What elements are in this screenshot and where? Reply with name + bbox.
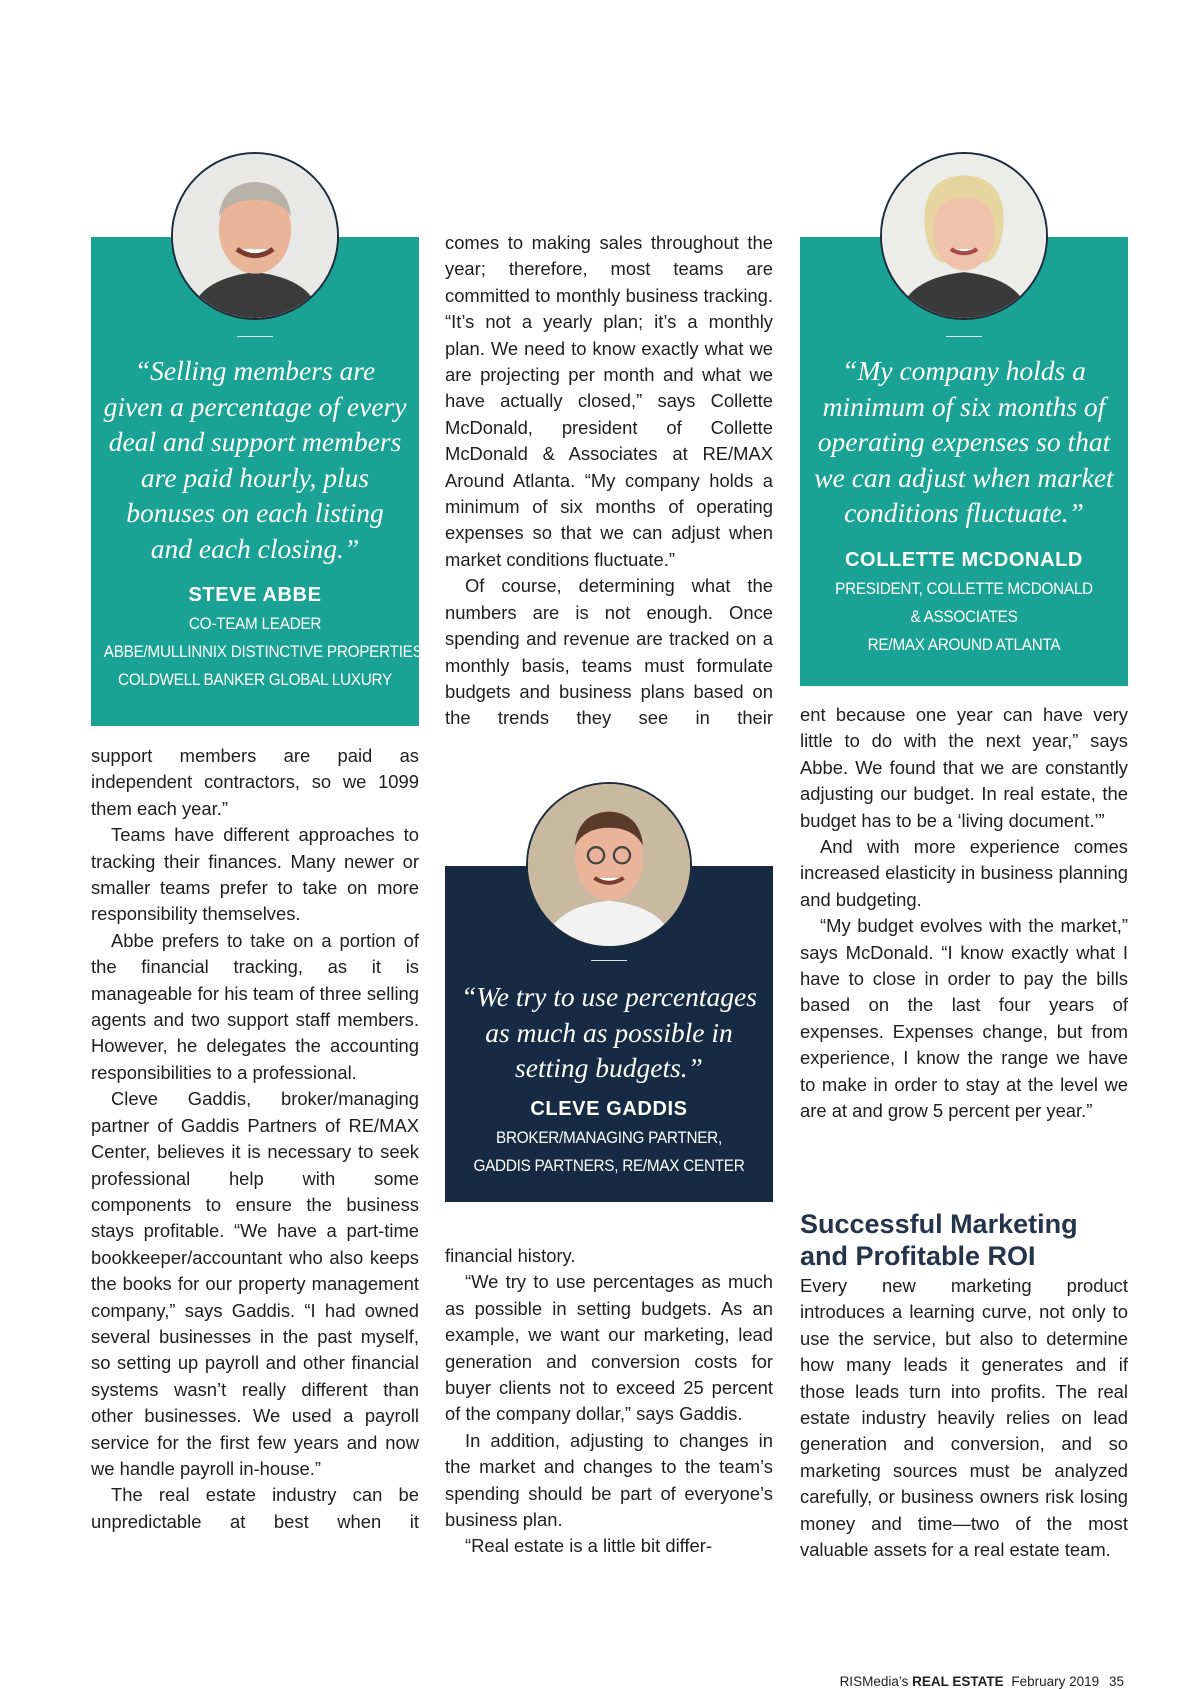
person-company: ABBE/MULLINNIX DISTINCTIVE PROPERTIES	[103, 642, 423, 661]
portrait-icon	[882, 154, 1046, 318]
issue-date: February 2019	[1011, 1674, 1100, 1689]
paragraph: And with more experience comes increased elasticity in business planning and budgeting.	[800, 836, 1128, 910]
person-title: CO-TEAM LEADER	[188, 614, 322, 633]
person-company: GADDIS PARTNERS, RE/MAX CENTER	[473, 1155, 745, 1175]
paragraph: support members are paid as independent contractors, so we 1099 them each year.”	[91, 745, 419, 819]
person-name: COLLETTE MCDONALD	[845, 548, 1083, 571]
page-number: 35	[1108, 1674, 1124, 1689]
person-company: & ASSOCIATES	[910, 606, 1018, 626]
article-column-1	[91, 743, 419, 1535]
paragraph: Cleve Gaddis, broker/managing partner of Gaddis Partners of RE/MAX Center, believes it is necessary to seek professional help with some components to ensure the business stays profitable. “We have a part-time bookkeeper/accountant who also keeps the books for our property management company,” says Gaddis. “I had owned several businesses in the past myself, so setting up payroll and other financial systems wasn’t really different than other businesses. We used a payroll service for the first few years and now we handle payroll in-house.”	[91, 1088, 419, 1479]
pull-quote: “My company holds a minimum of six months of operating expenses so that we can adjust when market conditions fluctuate.”	[814, 355, 1114, 528]
pull-quote: “Selling members are given a percentage of every deal and support members are paid hourly, plus bonuses on each listing and each closing.”	[103, 355, 407, 564]
page-footer	[840, 1674, 1124, 1689]
person-title: PRESIDENT, COLLETTE MCDONALD	[835, 578, 1093, 598]
paragraph: “My budget evolves with the market,” says McDonald. “I know exactly what I have to close in order to pay the bills based on the last four years of expenses. Expenses change, but from experience, I know the range we have to make in order to stay at the level we are at and grow 5 percent per year.”	[800, 915, 1128, 1122]
section-heading: Successful Marketing and Profitable ROI	[800, 1209, 1078, 1271]
publication-prefix: RISMedia’s	[839, 1674, 909, 1689]
steve-abbe-photo	[171, 152, 339, 320]
article-column-2-bottom	[445, 1243, 773, 1560]
portrait-icon	[173, 154, 337, 318]
portrait-icon	[528, 784, 690, 946]
collette-mcdonald-photo	[880, 152, 1048, 320]
publication-name: REAL ESTATE	[912, 1674, 1004, 1689]
paragraph: “We try to use percentages as much as possible in setting budgets. As an example, we want our marketing, lead generation and conversion costs for buyer clients not to exceed 25 percent of the company dollar,” says Gaddis.	[445, 1271, 773, 1425]
paragraph: In addition, adjusting to changes in the market and changes to the team’s spending should be part of everyone’s business plan.	[445, 1429, 773, 1531]
paragraph: Every new marketing product introduces a learning curve, not only to use the service, but also to determine how many leads it generates and if those leads turn into profits. The real estate industry heavily relies on lead generation and conversion, and so marketing sources must be analyzed carefully, or business owners risk losing money and time—two of the most valuable assets for a real estate team.	[800, 1275, 1128, 1561]
paragraph: Of course, determining what the numbers are is not enough. Once spending and revenue are tracked on a monthly basis, teams must formulate budgets and business plans based on the trends they see in their	[445, 575, 773, 729]
paragraph: financial history.	[445, 1245, 576, 1266]
article-column-2-top	[445, 230, 773, 732]
divider	[591, 960, 627, 961]
divider	[946, 336, 982, 337]
paragraph: “Real estate is a little bit differ-	[465, 1535, 713, 1557]
person-name: CLEVE GADDIS	[530, 1097, 688, 1120]
divider	[237, 336, 273, 337]
person-name: STEVE ABBE	[188, 584, 322, 606]
paragraph: Abbe prefers to take on a portion of the financial tracking, as it is manageable for his team of three selling agents and two support staff members. However, he delegates the accounting responsibilities to a professional.	[91, 929, 419, 1083]
person-brokerage: COLDWELL BANKER GLOBAL LUXURY	[118, 670, 392, 689]
article-column-3-top	[800, 702, 1128, 1125]
paragraph: Teams have different approaches to tracking their finances. Many newer or smaller teams prefer to take on more responsibility themselves.	[91, 824, 419, 925]
paragraph: comes to making sales throughout the year; therefore, most teams are committed to monthly business tracking. “It’s not a yearly plan; it’s a monthly plan. We need to know exactly what we are projecting per month and what we have actually closed,” says Collette McDonald, president of Collette McDonald & Associates at RE/MAX Around Atlanta. “My company holds a minimum of six months of operating expenses so that we can adjust when market conditions fluctuate.”	[445, 232, 773, 570]
cleve-gaddis-photo	[526, 782, 692, 948]
person-brokerage: RE/MAX AROUND ATLANTA	[867, 634, 1061, 654]
pull-quote: “We try to use percentages as much as possible in setting budgets.”	[461, 981, 757, 1083]
article-column-3-bottom	[800, 1273, 1128, 1563]
paragraph: ent because one year can have very little to do with the next year,” says Abbe. We found that we are constantly adjusting our budget. In real estate, the budget has to be a ‘living document.’”	[800, 704, 1128, 831]
person-title: BROKER/MANAGING PARTNER,	[496, 1127, 722, 1147]
paragraph: The real estate industry can be unpredictable at best when it	[91, 1484, 419, 1532]
